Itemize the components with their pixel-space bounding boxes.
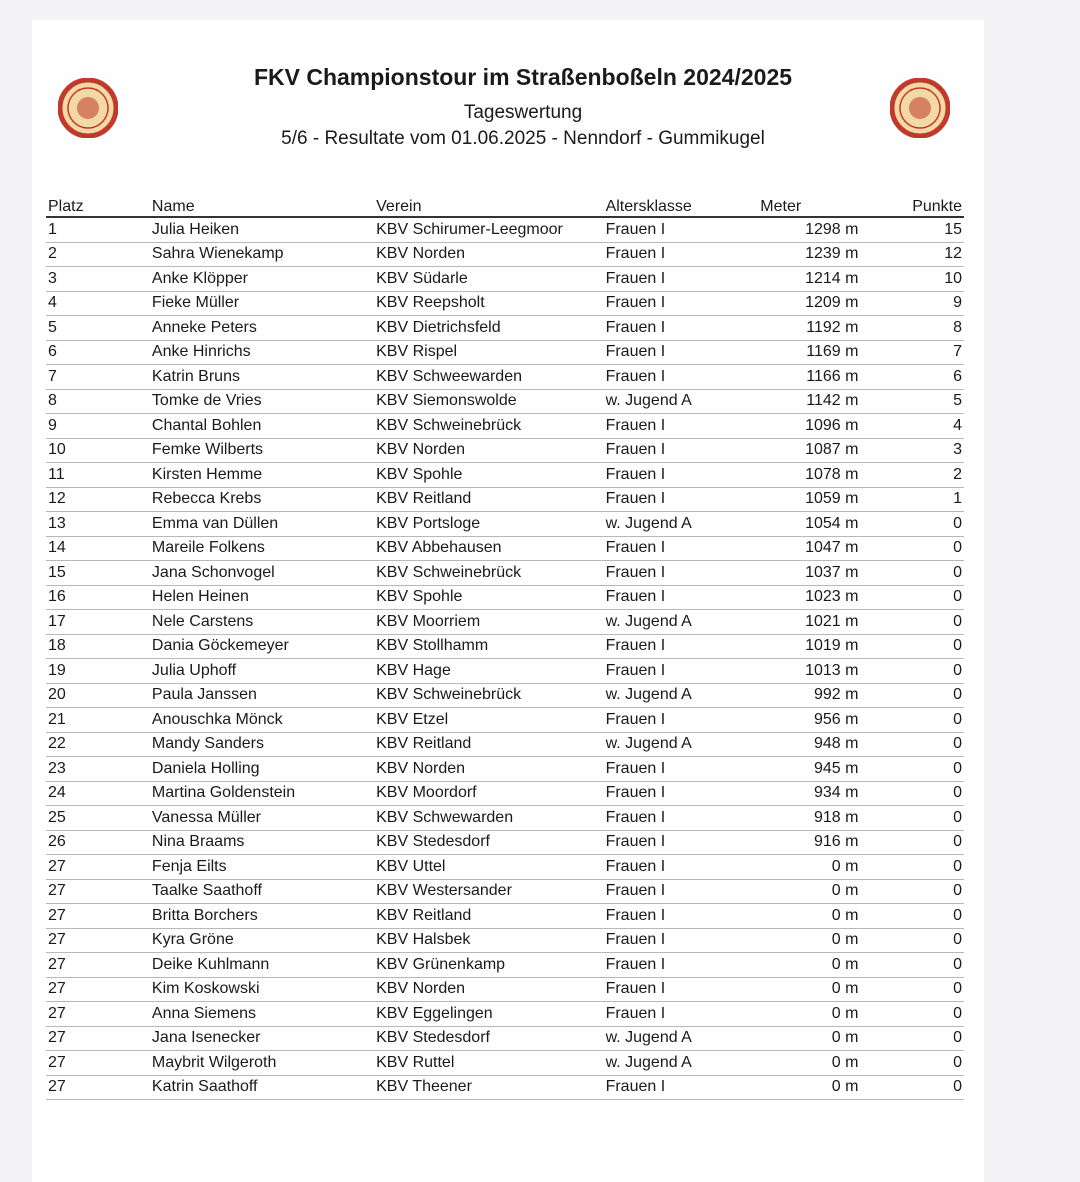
cell-name: Dania Göckemeyer — [150, 634, 374, 659]
cell-meter: 1239 m — [730, 242, 862, 267]
cell-platz: 11 — [46, 463, 150, 488]
cell-punkte: 0 — [862, 928, 964, 953]
cell-verein: KBV Schirumer-Leegmoor — [374, 217, 603, 242]
cell-punkte: 0 — [862, 1002, 964, 1027]
cell-meter: 0 m — [730, 1002, 862, 1027]
table-row — [46, 1002, 964, 1027]
cell-verein: KBV Reitland — [374, 487, 603, 512]
cell-platz: 14 — [46, 536, 150, 561]
cell-punkte: 0 — [862, 953, 964, 978]
column-header-name: Name — [150, 190, 374, 217]
cell-platz: 23 — [46, 757, 150, 782]
column-header-punkte: Punkte — [862, 190, 964, 217]
cell-verein: KBV Südarle — [374, 267, 603, 292]
table-row — [46, 242, 964, 267]
cell-altersklasse: Frauen I — [604, 659, 731, 684]
cell-meter: 1054 m — [730, 512, 862, 537]
cell-verein: KBV Hage — [374, 659, 603, 684]
table-row — [46, 536, 964, 561]
cell-punkte: 0 — [862, 659, 964, 684]
cell-meter: 0 m — [730, 904, 862, 929]
cell-altersklasse: Frauen I — [604, 291, 731, 316]
cell-punkte: 10 — [862, 267, 964, 292]
cell-meter: 0 m — [730, 1075, 862, 1100]
cell-platz: 27 — [46, 904, 150, 929]
cell-punkte: 0 — [862, 904, 964, 929]
cell-name: Jana Schonvogel — [150, 561, 374, 586]
cell-meter: 948 m — [730, 732, 862, 757]
cell-name: Jana Isenecker — [150, 1026, 374, 1051]
table-row — [46, 316, 964, 341]
cell-meter: 0 m — [730, 928, 862, 953]
cell-name: Paula Janssen — [150, 683, 374, 708]
cell-platz: 10 — [46, 438, 150, 463]
cell-verein: KBV Norden — [374, 242, 603, 267]
cell-meter: 0 m — [730, 1026, 862, 1051]
cell-punkte: 7 — [862, 340, 964, 365]
cell-name: Britta Borchers — [150, 904, 374, 929]
cell-verein: KBV Schweinebrück — [374, 414, 603, 439]
cell-platz: 24 — [46, 781, 150, 806]
cell-meter: 0 m — [730, 879, 862, 904]
cell-verein: KBV Moorriem — [374, 610, 603, 635]
table-row — [46, 340, 964, 365]
cell-verein: KBV Reitland — [374, 732, 603, 757]
cell-altersklasse: Frauen I — [604, 365, 731, 390]
cell-punkte: 3 — [862, 438, 964, 463]
cell-meter: 916 m — [730, 830, 862, 855]
cell-verein: KBV Stedesdorf — [374, 1026, 603, 1051]
results-document — [32, 20, 984, 1182]
cell-name: Kim Koskowski — [150, 977, 374, 1002]
cell-altersklasse: Frauen I — [604, 487, 731, 512]
cell-altersklasse: Frauen I — [604, 217, 731, 242]
cell-verein: KBV Westersander — [374, 879, 603, 904]
cell-altersklasse: w. Jugend A — [604, 1051, 731, 1076]
table-row — [46, 830, 964, 855]
table-row — [46, 487, 964, 512]
cell-meter: 0 m — [730, 977, 862, 1002]
cell-verein: KBV Siemonswolde — [374, 389, 603, 414]
document-subtitle: Tageswertung — [463, 102, 583, 123]
table-row — [46, 683, 964, 708]
cell-platz: 27 — [46, 1075, 150, 1100]
cell-platz: 15 — [46, 561, 150, 586]
cell-punkte: 0 — [862, 561, 964, 586]
table-row — [46, 953, 964, 978]
cell-name: Martina Goldenstein — [150, 781, 374, 806]
cell-punkte: 0 — [862, 1051, 964, 1076]
cell-platz: 27 — [46, 879, 150, 904]
cell-platz: 27 — [46, 1026, 150, 1051]
cell-punkte: 0 — [862, 610, 964, 635]
cell-verein: KBV Norden — [374, 977, 603, 1002]
cell-punkte: 15 — [862, 217, 964, 242]
cell-meter: 1192 m — [730, 316, 862, 341]
table-row — [46, 1075, 964, 1100]
results-body — [46, 217, 964, 1100]
cell-verein: KBV Norden — [374, 757, 603, 782]
cell-meter: 945 m — [730, 757, 862, 782]
cell-meter: 1298 m — [730, 217, 862, 242]
cell-altersklasse: Frauen I — [604, 757, 731, 782]
cell-name: Daniela Holling — [150, 757, 374, 782]
cell-altersklasse: Frauen I — [604, 536, 731, 561]
table-row — [46, 879, 964, 904]
cell-platz: 17 — [46, 610, 150, 635]
cell-altersklasse: Frauen I — [604, 634, 731, 659]
cell-meter: 1209 m — [730, 291, 862, 316]
cell-verein: KBV Reitland — [374, 904, 603, 929]
cell-platz: 27 — [46, 1002, 150, 1027]
cell-name: Anke Hinrichs — [150, 340, 374, 365]
cell-verein: KBV Eggelingen — [374, 1002, 603, 1027]
table-row — [46, 732, 964, 757]
cell-meter: 1169 m — [730, 340, 862, 365]
cell-altersklasse: Frauen I — [604, 953, 731, 978]
cell-verein: KBV Stollhamm — [374, 634, 603, 659]
cell-platz: 12 — [46, 487, 150, 512]
table-row — [46, 217, 964, 242]
table-row — [46, 1026, 964, 1051]
cell-meter: 1078 m — [730, 463, 862, 488]
cell-verein: KBV Rispel — [374, 340, 603, 365]
table-row — [46, 463, 964, 488]
cell-altersklasse: w. Jugend A — [604, 683, 731, 708]
cell-platz: 8 — [46, 389, 150, 414]
cell-platz: 27 — [46, 928, 150, 953]
cell-altersklasse: Frauen I — [604, 904, 731, 929]
cell-platz: 6 — [46, 340, 150, 365]
cell-name: Katrin Saathoff — [150, 1075, 374, 1100]
cell-platz: 1 — [46, 217, 150, 242]
cell-meter: 1021 m — [730, 610, 862, 635]
cell-verein: KBV Stedesdorf — [374, 830, 603, 855]
cell-verein: KBV Reepsholt — [374, 291, 603, 316]
cell-name: Emma van Düllen — [150, 512, 374, 537]
cell-punkte: 4 — [862, 414, 964, 439]
cell-meter: 0 m — [730, 855, 862, 880]
cell-punkte: 6 — [862, 365, 964, 390]
cell-platz: 25 — [46, 806, 150, 831]
cell-verein: KBV Schweewarden — [374, 365, 603, 390]
cell-name: Chantal Bohlen — [150, 414, 374, 439]
cell-altersklasse: Frauen I — [604, 438, 731, 463]
cell-altersklasse: Frauen I — [604, 855, 731, 880]
cell-punkte: 0 — [862, 781, 964, 806]
cell-meter: 1047 m — [730, 536, 862, 561]
event-line: 5/6 - Resultate vom 01.06.2025 - Nenndorf - Gummikugel — [281, 128, 765, 149]
cell-name: Anna Siemens — [150, 1002, 374, 1027]
cell-platz: 27 — [46, 977, 150, 1002]
cell-punkte: 0 — [862, 977, 964, 1002]
cell-verein: KBV Spohle — [374, 463, 603, 488]
cell-name: Kirsten Hemme — [150, 463, 374, 488]
cell-name: Mandy Sanders — [150, 732, 374, 757]
cell-name: Maybrit Wilgeroth — [150, 1051, 374, 1076]
cell-name: Tomke de Vries — [150, 389, 374, 414]
cell-platz: 27 — [46, 953, 150, 978]
cell-platz: 5 — [46, 316, 150, 341]
cell-punkte: 8 — [862, 316, 964, 341]
cell-meter: 1037 m — [730, 561, 862, 586]
cell-punkte: 12 — [862, 242, 964, 267]
cell-name: Sahra Wienekamp — [150, 242, 374, 267]
cell-platz: 3 — [46, 267, 150, 292]
cell-punkte: 0 — [862, 732, 964, 757]
table-row — [46, 708, 964, 733]
table-row — [46, 512, 964, 537]
cell-name: Katrin Bruns — [150, 365, 374, 390]
cell-punkte: 0 — [862, 634, 964, 659]
cell-punkte: 0 — [862, 512, 964, 537]
cell-verein: KBV Grünenkamp — [374, 953, 603, 978]
cell-name: Deike Kuhlmann — [150, 953, 374, 978]
table-row — [46, 585, 964, 610]
cell-name: Julia Heiken — [150, 217, 374, 242]
table-row — [46, 904, 964, 929]
cell-meter: 992 m — [730, 683, 862, 708]
cell-name: Julia Uphoff — [150, 659, 374, 684]
cell-altersklasse: Frauen I — [604, 879, 731, 904]
cell-platz: 4 — [46, 291, 150, 316]
cell-name: Anneke Peters — [150, 316, 374, 341]
cell-altersklasse: Frauen I — [604, 585, 731, 610]
cell-name: Helen Heinen — [150, 585, 374, 610]
table-row — [46, 389, 964, 414]
cell-altersklasse: Frauen I — [604, 316, 731, 341]
cell-meter: 1096 m — [730, 414, 862, 439]
cell-altersklasse: w. Jugend A — [604, 610, 731, 635]
cell-platz: 27 — [46, 1051, 150, 1076]
table-row — [46, 757, 964, 782]
cell-name: Taalke Saathoff — [150, 879, 374, 904]
cell-platz: 26 — [46, 830, 150, 855]
column-header-meter: Meter — [730, 190, 862, 217]
cell-verein: KBV Dietrichsfeld — [374, 316, 603, 341]
cell-punkte: 2 — [862, 463, 964, 488]
cell-verein: KBV Ruttel — [374, 1051, 603, 1076]
cell-platz: 2 — [46, 242, 150, 267]
cell-meter: 918 m — [730, 806, 862, 831]
cell-altersklasse: Frauen I — [604, 806, 731, 831]
cell-platz: 18 — [46, 634, 150, 659]
cell-verein: KBV Etzel — [374, 708, 603, 733]
cell-platz: 22 — [46, 732, 150, 757]
table-row — [46, 634, 964, 659]
cell-altersklasse: w. Jugend A — [604, 389, 731, 414]
cell-verein: KBV Spohle — [374, 585, 603, 610]
cell-altersklasse: w. Jugend A — [604, 732, 731, 757]
cell-meter: 1166 m — [730, 365, 862, 390]
table-row — [46, 781, 964, 806]
cell-platz: 13 — [46, 512, 150, 537]
document-title: FKV Championstour im Straßenboßeln 2024/2025 — [253, 64, 793, 90]
table-row — [46, 414, 964, 439]
cell-punkte: 0 — [862, 1075, 964, 1100]
cell-platz: 19 — [46, 659, 150, 684]
cell-altersklasse: Frauen I — [604, 414, 731, 439]
cell-meter: 1019 m — [730, 634, 862, 659]
cell-altersklasse: Frauen I — [604, 463, 731, 488]
cell-meter: 0 m — [730, 953, 862, 978]
table-row — [46, 267, 964, 292]
cell-verein: KBV Norden — [374, 438, 603, 463]
cell-platz: 27 — [46, 855, 150, 880]
cell-altersklasse: Frauen I — [604, 830, 731, 855]
table-row — [46, 806, 964, 831]
cell-punkte: 0 — [862, 757, 964, 782]
cell-meter: 1142 m — [730, 389, 862, 414]
cell-punkte: 5 — [862, 389, 964, 414]
column-header-altersklasse: Altersklasse — [604, 190, 731, 217]
cell-name: Mareile Folkens — [150, 536, 374, 561]
cell-altersklasse: Frauen I — [604, 242, 731, 267]
table-row — [46, 977, 964, 1002]
cell-altersklasse: Frauen I — [604, 340, 731, 365]
cell-meter: 1087 m — [730, 438, 862, 463]
cell-altersklasse: Frauen I — [604, 267, 731, 292]
cell-altersklasse: Frauen I — [604, 928, 731, 953]
cell-verein: KBV Uttel — [374, 855, 603, 880]
cell-name: Fieke Müller — [150, 291, 374, 316]
cell-verein: KBV Schweinebrück — [374, 561, 603, 586]
cell-punkte: 0 — [862, 855, 964, 880]
cell-altersklasse: Frauen I — [604, 1075, 731, 1100]
cell-altersklasse: w. Jugend A — [604, 512, 731, 537]
cell-verein: KBV Schweinebrück — [374, 683, 603, 708]
cell-punkte: 0 — [862, 830, 964, 855]
cell-punkte: 0 — [862, 806, 964, 831]
results-table — [46, 190, 964, 1100]
table-row — [46, 291, 964, 316]
cell-punkte: 1 — [862, 487, 964, 512]
table-row — [46, 928, 964, 953]
cell-platz: 16 — [46, 585, 150, 610]
cell-punkte: 0 — [862, 683, 964, 708]
table-row — [46, 438, 964, 463]
cell-punkte: 9 — [862, 291, 964, 316]
cell-altersklasse: Frauen I — [604, 1002, 731, 1027]
cell-meter: 956 m — [730, 708, 862, 733]
cell-verein: KBV Halsbek — [374, 928, 603, 953]
cell-punkte: 0 — [862, 708, 964, 733]
cell-name: Rebecca Krebs — [150, 487, 374, 512]
table-header-row — [46, 190, 964, 217]
table-row — [46, 365, 964, 390]
cell-verein: KBV Moordorf — [374, 781, 603, 806]
cell-meter: 1013 m — [730, 659, 862, 684]
cell-name: Anke Klöpper — [150, 267, 374, 292]
cell-verein: KBV Theener — [374, 1075, 603, 1100]
cell-name: Vanessa Müller — [150, 806, 374, 831]
table-row — [46, 1051, 964, 1076]
cell-name: Nele Carstens — [150, 610, 374, 635]
cell-altersklasse: Frauen I — [604, 708, 731, 733]
cell-meter: 1214 m — [730, 267, 862, 292]
cell-verein: KBV Portsloge — [374, 512, 603, 537]
cell-meter: 1023 m — [730, 585, 862, 610]
table-row — [46, 855, 964, 880]
cell-altersklasse: w. Jugend A — [604, 1026, 731, 1051]
cell-platz: 7 — [46, 365, 150, 390]
table-row — [46, 610, 964, 635]
cell-altersklasse: Frauen I — [604, 977, 731, 1002]
cell-verein: KBV Abbehausen — [374, 536, 603, 561]
cell-altersklasse: Frauen I — [604, 561, 731, 586]
table-row — [46, 659, 964, 684]
cell-name: Nina Braams — [150, 830, 374, 855]
column-header-verein: Verein — [374, 190, 603, 217]
cell-name: Kyra Gröne — [150, 928, 374, 953]
cell-platz: 21 — [46, 708, 150, 733]
cell-punkte: 0 — [862, 1026, 964, 1051]
cell-platz: 20 — [46, 683, 150, 708]
cell-punkte: 0 — [862, 879, 964, 904]
cell-platz: 9 — [46, 414, 150, 439]
table-row — [46, 561, 964, 586]
cell-name: Femke Wilberts — [150, 438, 374, 463]
cell-punkte: 0 — [862, 536, 964, 561]
cell-name: Anouschka Mönck — [150, 708, 374, 733]
cell-altersklasse: Frauen I — [604, 781, 731, 806]
cell-name: Fenja Eilts — [150, 855, 374, 880]
cell-meter: 934 m — [730, 781, 862, 806]
cell-meter: 1059 m — [730, 487, 862, 512]
cell-meter: 0 m — [730, 1051, 862, 1076]
cell-punkte: 0 — [862, 585, 964, 610]
cell-verein: KBV Schwewarden — [374, 806, 603, 831]
column-header-platz: Platz — [46, 190, 150, 217]
